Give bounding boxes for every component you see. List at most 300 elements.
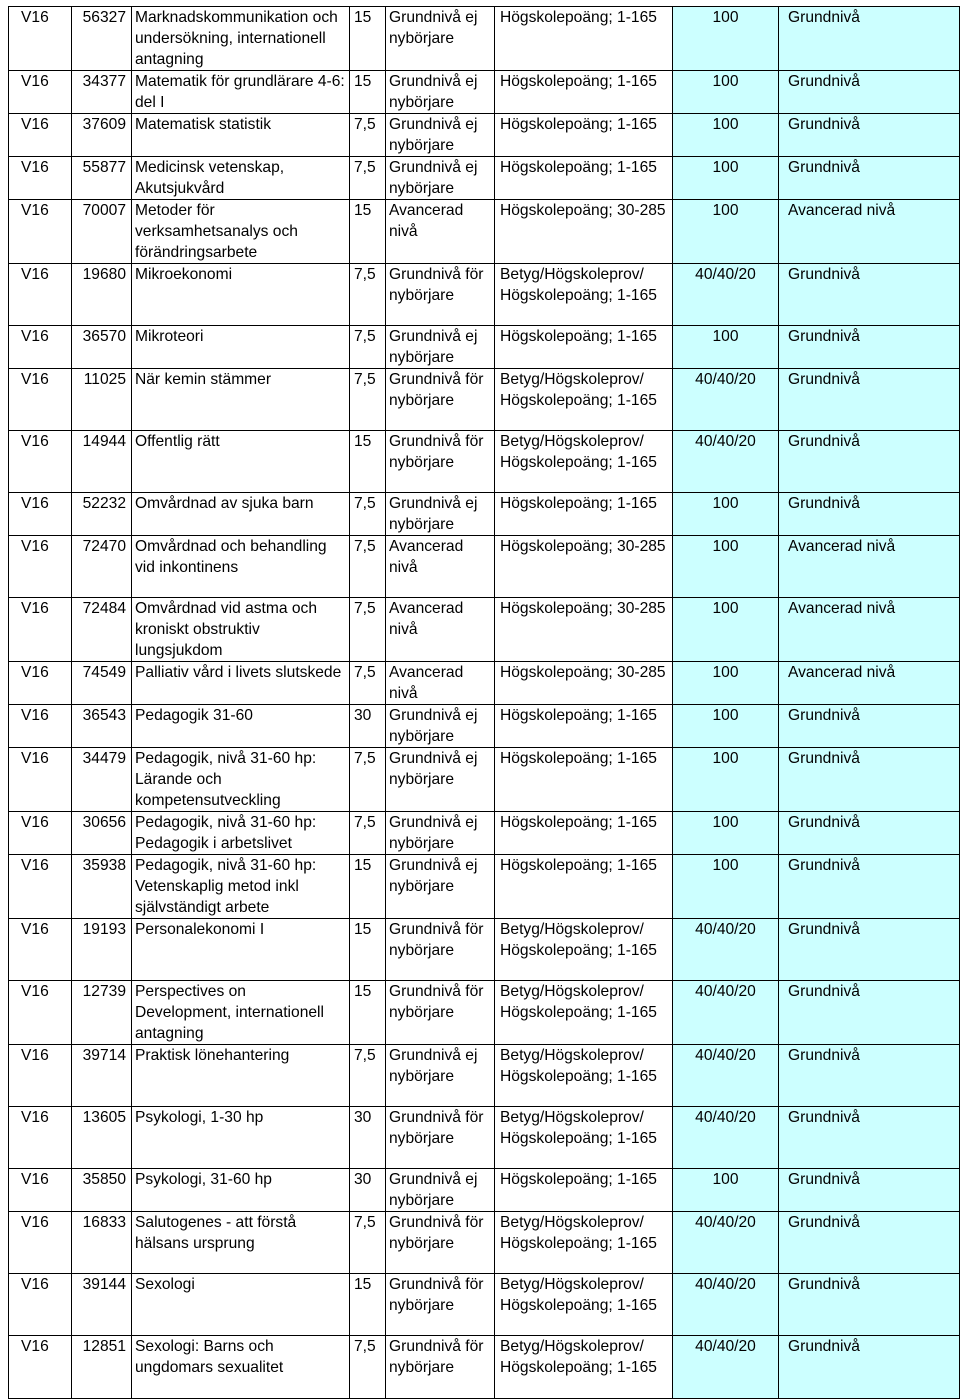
selection-basis-cell-text: Betyg/Högskoleprov/ Högskolepoäng; 1-165 [500, 1214, 657, 1252]
term-cell-text: V16 [21, 664, 49, 681]
course-code-cell-text: 34377 [82, 73, 126, 90]
term-cell-text: V16 [21, 750, 49, 767]
level-summary-cell [779, 748, 960, 812]
level-cell [386, 493, 495, 536]
level-cell-text: Grundnivå ej nybörjare [389, 116, 478, 154]
course-name-cell-text: Omvårdnad av sjuka barn [135, 495, 314, 512]
course-code-cell [72, 981, 132, 1045]
course-code-cell [72, 493, 132, 536]
course-name-cell-text: Sexologi [135, 1276, 195, 1293]
selection-basis-cell [495, 1169, 673, 1212]
course-code-cell-text: 74549 [82, 664, 126, 681]
course-name-cell [132, 598, 350, 662]
credits-cell [350, 855, 386, 919]
term-cell [9, 264, 72, 326]
credits-cell-text: 30 [354, 1171, 372, 1188]
course-name-cell [132, 1107, 350, 1169]
weighting-cell [673, 114, 779, 157]
selection-basis-cell [495, 1107, 673, 1169]
selection-basis-cell-text: Betyg/Högskoleprov/ Högskolepoäng; 1-165 [500, 371, 657, 409]
level-summary-cell [779, 598, 960, 662]
selection-basis-cell [495, 981, 673, 1045]
course-name-cell-text: Metoder för verksamhetsanalys och förändringsarbete [135, 202, 298, 261]
weighting-cell-text: 100 [712, 495, 739, 512]
level-summary-cell [779, 705, 960, 748]
course-code-cell [72, 1107, 132, 1169]
level-cell [386, 662, 495, 705]
table-row [9, 705, 960, 748]
credits-cell-text: 7,5 [354, 1338, 376, 1355]
weighting-cell [673, 812, 779, 855]
course-name-cell [132, 157, 350, 200]
level-cell [386, 114, 495, 157]
selection-basis-cell [495, 493, 673, 536]
level-cell-text: Grundnivå ej nybörjare [389, 707, 478, 745]
credits-cell [350, 71, 386, 114]
course-name-cell-text: Matematik för grundlärare 4-6: del I [135, 73, 345, 111]
table-row [9, 981, 960, 1045]
table-row [9, 493, 960, 536]
level-summary-cell [779, 919, 960, 981]
course-code-cell-text: 52232 [82, 495, 126, 512]
selection-basis-cell-text: Högskolepoäng; 30-285 [500, 600, 666, 617]
course-name-cell-text: Salutogenes - att förstå hälsans ursprung [135, 1214, 297, 1252]
credits-cell-text: 15 [354, 921, 372, 938]
level-summary-cell-text: Grundnivå [788, 1171, 860, 1188]
term-cell [9, 114, 72, 157]
weighting-cell [673, 200, 779, 264]
table-row [9, 812, 960, 855]
level-summary-cell-text: Grundnivå [788, 707, 860, 724]
term-cell [9, 326, 72, 369]
term-cell-text: V16 [21, 159, 49, 176]
level-summary-cell-text: Avancerad nivå [788, 664, 896, 681]
weighting-cell [673, 981, 779, 1045]
level-summary-cell [779, 1336, 960, 1399]
course-name-cell-text: Psykologi, 1-30 hp [135, 1109, 264, 1126]
level-cell-text: Avancerad nivå [389, 202, 464, 240]
level-summary-cell-text: Avancerad nivå [788, 600, 896, 617]
course-code-cell-text: 19193 [82, 921, 126, 938]
weighting-cell [673, 1274, 779, 1336]
table-row [9, 71, 960, 114]
term-cell-text: V16 [21, 814, 49, 831]
level-cell-text: Grundnivå ej nybörjare [389, 495, 478, 533]
level-summary-cell-text: Avancerad nivå [788, 538, 896, 555]
weighting-cell-text: 40/40/20 [695, 1338, 756, 1355]
table-row [9, 1107, 960, 1169]
credits-cell-text: 15 [354, 73, 372, 90]
course-name-cell-text: Mikroekonomi [135, 266, 233, 283]
course-name-cell [132, 536, 350, 598]
level-cell [386, 1107, 495, 1169]
level-cell [386, 200, 495, 264]
level-cell [386, 536, 495, 598]
term-cell [9, 705, 72, 748]
weighting-cell-text: 100 [712, 202, 739, 219]
level-cell [386, 7, 495, 71]
term-cell [9, 919, 72, 981]
level-summary-cell-text: Grundnivå [788, 983, 860, 1000]
selection-basis-cell [495, 1045, 673, 1107]
table-row [9, 662, 960, 705]
table-row [9, 431, 960, 493]
level-summary-cell-text: Grundnivå [788, 750, 860, 767]
level-summary-cell-text: Grundnivå [788, 814, 860, 831]
selection-basis-cell [495, 812, 673, 855]
selection-basis-cell [495, 114, 673, 157]
course-code-cell [72, 1274, 132, 1336]
selection-basis-cell-text: Högskolepoäng; 1-165 [500, 159, 657, 176]
selection-basis-cell-text: Betyg/Högskoleprov/ Högskolepoäng; 1-165 [500, 1338, 657, 1376]
credits-cell [350, 326, 386, 369]
credits-cell [350, 1274, 386, 1336]
term-cell-text: V16 [21, 1214, 49, 1231]
level-cell-text: Grundnivå för nybörjare [389, 1276, 484, 1314]
selection-basis-cell [495, 598, 673, 662]
credits-cell-text: 7,5 [354, 750, 376, 767]
credits-cell [350, 431, 386, 493]
table-row [9, 598, 960, 662]
term-cell [9, 1045, 72, 1107]
weighting-cell [673, 1107, 779, 1169]
course-name-cell-text: Marknadskommunikation och undersökning, internationell antagning [135, 9, 338, 68]
table-row [9, 200, 960, 264]
weighting-cell [673, 326, 779, 369]
level-summary-cell-text: Grundnivå [788, 116, 860, 133]
level-cell-text: Grundnivå för nybörjare [389, 371, 484, 409]
course-name-cell [132, 493, 350, 536]
table-row [9, 1045, 960, 1107]
term-cell-text: V16 [21, 202, 49, 219]
level-cell-text: Grundnivå för nybörjare [389, 1214, 484, 1252]
term-cell-text: V16 [21, 73, 49, 90]
selection-basis-cell [495, 71, 673, 114]
course-code-cell [72, 200, 132, 264]
course-name-cell-text: När kemin stämmer [135, 371, 272, 388]
course-code-cell-text: 35938 [82, 857, 126, 874]
credits-cell-text: 7,5 [354, 538, 376, 555]
credits-cell-text: 15 [354, 983, 372, 1000]
term-cell [9, 493, 72, 536]
level-cell [386, 812, 495, 855]
course-code-cell [72, 1169, 132, 1212]
level-summary-cell [779, 662, 960, 705]
weighting-cell-text: 100 [712, 9, 739, 26]
level-cell-text: Grundnivå ej nybörjare [389, 1047, 478, 1085]
course-code-cell-text: 55877 [82, 159, 126, 176]
table-row [9, 114, 960, 157]
weighting-cell-text: 100 [712, 116, 739, 133]
weighting-cell [673, 7, 779, 71]
selection-basis-cell-text: Högskolepoäng; 1-165 [500, 116, 657, 133]
credits-cell-text: 7,5 [354, 495, 376, 512]
course-name-cell [132, 855, 350, 919]
level-summary-cell-text: Grundnivå [788, 266, 860, 283]
course-code-cell [72, 326, 132, 369]
level-cell-text: Grundnivå ej nybörjare [389, 1171, 478, 1209]
level-summary-cell-text: Grundnivå [788, 159, 860, 176]
credits-cell-text: 7,5 [354, 328, 376, 345]
level-cell-text: Grundnivå för nybörjare [389, 1109, 484, 1147]
credits-cell [350, 493, 386, 536]
credits-cell [350, 264, 386, 326]
credits-cell [350, 200, 386, 264]
term-cell [9, 200, 72, 264]
level-summary-cell-text: Grundnivå [788, 328, 860, 345]
course-name-cell-text: Psykologi, 31-60 hp [135, 1171, 272, 1188]
course-name-cell-text: Offentlig rätt [135, 433, 220, 450]
term-cell-text: V16 [21, 328, 49, 345]
credits-cell-text: 7,5 [354, 1047, 376, 1064]
course-code-cell-text: 34479 [82, 750, 126, 767]
level-cell-text: Avancerad nivå [389, 600, 464, 638]
selection-basis-cell-text: Högskolepoäng; 30-285 [500, 538, 666, 555]
course-code-cell [72, 114, 132, 157]
level-cell [386, 369, 495, 431]
credits-cell [350, 369, 386, 431]
course-code-cell [72, 662, 132, 705]
level-cell-text: Grundnivå för nybörjare [389, 921, 484, 959]
level-cell-text: Grundnivå ej nybörjare [389, 9, 478, 47]
selection-basis-cell-text: Högskolepoäng; 1-165 [500, 1171, 657, 1188]
selection-basis-cell-text: Högskolepoäng; 30-285 [500, 202, 666, 219]
credits-cell [350, 598, 386, 662]
course-name-cell [132, 431, 350, 493]
level-cell-text: Grundnivå ej nybörjare [389, 328, 478, 366]
level-cell-text: Grundnivå för nybörjare [389, 983, 484, 1021]
level-cell-text: Grundnivå ej nybörjare [389, 159, 478, 197]
level-summary-cell [779, 1274, 960, 1336]
course-name-cell-text: Perspectives on Development, internationell antagning [135, 983, 324, 1042]
selection-basis-cell-text: Högskolepoäng; 30-285 [500, 664, 666, 681]
term-cell [9, 662, 72, 705]
level-summary-cell [779, 855, 960, 919]
course-name-cell-text: Medicinsk vetenskap, Akutsjukvård [135, 159, 285, 197]
selection-basis-cell [495, 705, 673, 748]
level-cell-text: Grundnivå ej nybörjare [389, 814, 478, 852]
course-code-cell [72, 598, 132, 662]
course-name-cell-text: Sexologi: Barns och ungdomars sexualitet [135, 1338, 284, 1376]
selection-basis-cell [495, 536, 673, 598]
term-cell-text: V16 [21, 1047, 49, 1064]
term-cell [9, 536, 72, 598]
level-summary-cell-text: Grundnivå [788, 857, 860, 874]
selection-basis-cell [495, 157, 673, 200]
weighting-cell-text: 100 [712, 538, 739, 555]
weighting-cell [673, 1336, 779, 1399]
term-cell-text: V16 [21, 1171, 49, 1188]
course-name-cell [132, 1212, 350, 1274]
term-cell [9, 855, 72, 919]
course-name-cell [132, 1045, 350, 1107]
table-row [9, 1212, 960, 1274]
course-name-cell-text: Omvårdnad vid astma och kroniskt obstruktiv lungsjukdom [135, 600, 318, 659]
table-row [9, 919, 960, 981]
term-cell-text: V16 [21, 538, 49, 555]
level-summary-cell-text: Grundnivå [788, 1109, 860, 1126]
credits-cell [350, 1212, 386, 1274]
weighting-cell [673, 748, 779, 812]
selection-basis-cell-text: Högskolepoäng; 1-165 [500, 750, 657, 767]
level-summary-cell [779, 71, 960, 114]
term-cell [9, 431, 72, 493]
level-cell [386, 264, 495, 326]
course-name-cell [132, 1274, 350, 1336]
credits-cell-text: 7,5 [354, 814, 376, 831]
selection-basis-cell-text: Betyg/Högskoleprov/ Högskolepoäng; 1-165 [500, 266, 657, 304]
level-summary-cell [779, 812, 960, 855]
course-name-cell [132, 812, 350, 855]
credits-cell-text: 15 [354, 433, 372, 450]
selection-basis-cell [495, 7, 673, 71]
level-cell-text: Grundnivå för nybörjare [389, 433, 484, 471]
weighting-cell [673, 705, 779, 748]
weighting-cell-text: 40/40/20 [695, 1109, 756, 1126]
level-summary-cell-text: Grundnivå [788, 1276, 860, 1293]
table-row [9, 1274, 960, 1336]
course-code-cell-text: 13605 [82, 1109, 126, 1126]
level-summary-cell [779, 200, 960, 264]
credits-cell-text: 15 [354, 9, 372, 26]
weighting-cell-text: 100 [712, 814, 739, 831]
course-rows [9, 7, 960, 1399]
level-cell [386, 326, 495, 369]
weighting-cell [673, 536, 779, 598]
credits-cell-text: 7,5 [354, 116, 376, 133]
credits-cell-text: 30 [354, 707, 372, 724]
weighting-cell-text: 100 [712, 857, 739, 874]
level-summary-cell-text: Grundnivå [788, 9, 860, 26]
course-name-cell-text: Pedagogik, nivå 31-60 hp: Pedagogik i arbetslivet [135, 814, 317, 852]
level-summary-cell [779, 264, 960, 326]
course-name-cell [132, 919, 350, 981]
weighting-cell-text: 40/40/20 [695, 921, 756, 938]
selection-basis-cell-text: Betyg/Högskoleprov/ Högskolepoäng; 1-165 [500, 1047, 657, 1085]
selection-basis-cell [495, 1274, 673, 1336]
course-code-cell-text: 37609 [82, 116, 126, 133]
course-code-cell-text: 12851 [82, 1338, 126, 1355]
level-cell [386, 919, 495, 981]
course-code-cell-text: 30656 [82, 814, 126, 831]
course-name-cell-text: Pedagogik, nivå 31-60 hp: Vetenskaplig metod inkl självständigt arbete [135, 857, 317, 916]
course-code-cell-text: 39144 [82, 1276, 126, 1293]
level-summary-cell [779, 1045, 960, 1107]
course-name-cell-text: Pedagogik, nivå 31-60 hp: Lärande och kompetensutveckling [135, 750, 317, 809]
level-summary-cell [779, 326, 960, 369]
term-cell [9, 1107, 72, 1169]
weighting-cell-text: 100 [712, 707, 739, 724]
weighting-cell [673, 1169, 779, 1212]
table-row [9, 369, 960, 431]
course-name-cell [132, 369, 350, 431]
course-code-cell [72, 369, 132, 431]
course-code-cell-text: 70007 [82, 202, 126, 219]
level-summary-cell-text: Avancerad nivå [788, 202, 896, 219]
level-cell-text: Grundnivå ej nybörjare [389, 73, 478, 111]
selection-basis-cell [495, 1336, 673, 1399]
course-name-cell [132, 114, 350, 157]
course-name-cell [132, 981, 350, 1045]
selection-basis-cell-text: Högskolepoäng; 1-165 [500, 814, 657, 831]
course-name-cell [132, 7, 350, 71]
term-cell-text: V16 [21, 116, 49, 133]
course-name-cell [132, 1336, 350, 1399]
course-code-cell-text: 16833 [82, 1214, 126, 1231]
credits-cell [350, 7, 386, 71]
level-summary-cell-text: Grundnivå [788, 495, 860, 512]
weighting-cell-text: 100 [712, 73, 739, 90]
level-summary-cell [779, 1169, 960, 1212]
course-code-cell [72, 748, 132, 812]
weighting-cell-text: 100 [712, 664, 739, 681]
term-cell-text: V16 [21, 983, 49, 1000]
credits-cell [350, 662, 386, 705]
weighting-cell [673, 431, 779, 493]
level-cell [386, 855, 495, 919]
course-name-cell [132, 71, 350, 114]
term-cell-text: V16 [21, 433, 49, 450]
course-code-cell [72, 7, 132, 71]
course-name-cell [132, 705, 350, 748]
course-table [8, 6, 960, 1399]
selection-basis-cell [495, 431, 673, 493]
course-name-cell-text: Pedagogik 31-60 [135, 707, 253, 724]
weighting-cell [673, 919, 779, 981]
course-name-cell-text: Personalekonomi I [135, 921, 265, 938]
weighting-cell-text: 40/40/20 [695, 1214, 756, 1231]
credits-cell [350, 114, 386, 157]
selection-basis-cell-text: Betyg/Högskoleprov/ Högskolepoäng; 1-165 [500, 1276, 657, 1314]
credits-cell-text: 15 [354, 857, 372, 874]
credits-cell-text: 7,5 [354, 1214, 376, 1231]
credits-cell-text: 7,5 [354, 664, 376, 681]
course-code-cell [72, 431, 132, 493]
level-summary-cell-text: Grundnivå [788, 73, 860, 90]
term-cell [9, 598, 72, 662]
weighting-cell [673, 71, 779, 114]
table-row [9, 536, 960, 598]
course-name-cell [132, 200, 350, 264]
selection-basis-cell-text: Betyg/Högskoleprov/ Högskolepoäng; 1-165 [500, 983, 657, 1021]
term-cell [9, 1274, 72, 1336]
credits-cell [350, 157, 386, 200]
weighting-cell [673, 369, 779, 431]
weighting-cell [673, 157, 779, 200]
course-code-cell-text: 36570 [82, 328, 126, 345]
course-code-cell-text: 12739 [82, 983, 126, 1000]
term-cell [9, 369, 72, 431]
level-cell [386, 1274, 495, 1336]
level-cell-text: Grundnivå ej nybörjare [389, 857, 478, 895]
table-row [9, 326, 960, 369]
credits-cell [350, 536, 386, 598]
selection-basis-cell-text: Högskolepoäng; 1-165 [500, 9, 657, 26]
level-summary-cell [779, 981, 960, 1045]
credits-cell [350, 748, 386, 812]
weighting-cell [673, 493, 779, 536]
weighting-cell [673, 855, 779, 919]
credits-cell-text: 7,5 [354, 371, 376, 388]
course-name-cell-text: Omvårdnad och behandling vid inkontinens [135, 538, 327, 576]
level-summary-cell-text: Grundnivå [788, 1047, 860, 1064]
course-code-cell [72, 1336, 132, 1399]
term-cell-text: V16 [21, 1276, 49, 1293]
selection-basis-cell [495, 855, 673, 919]
table-row [9, 748, 960, 812]
table-row [9, 1169, 960, 1212]
level-cell [386, 1336, 495, 1399]
